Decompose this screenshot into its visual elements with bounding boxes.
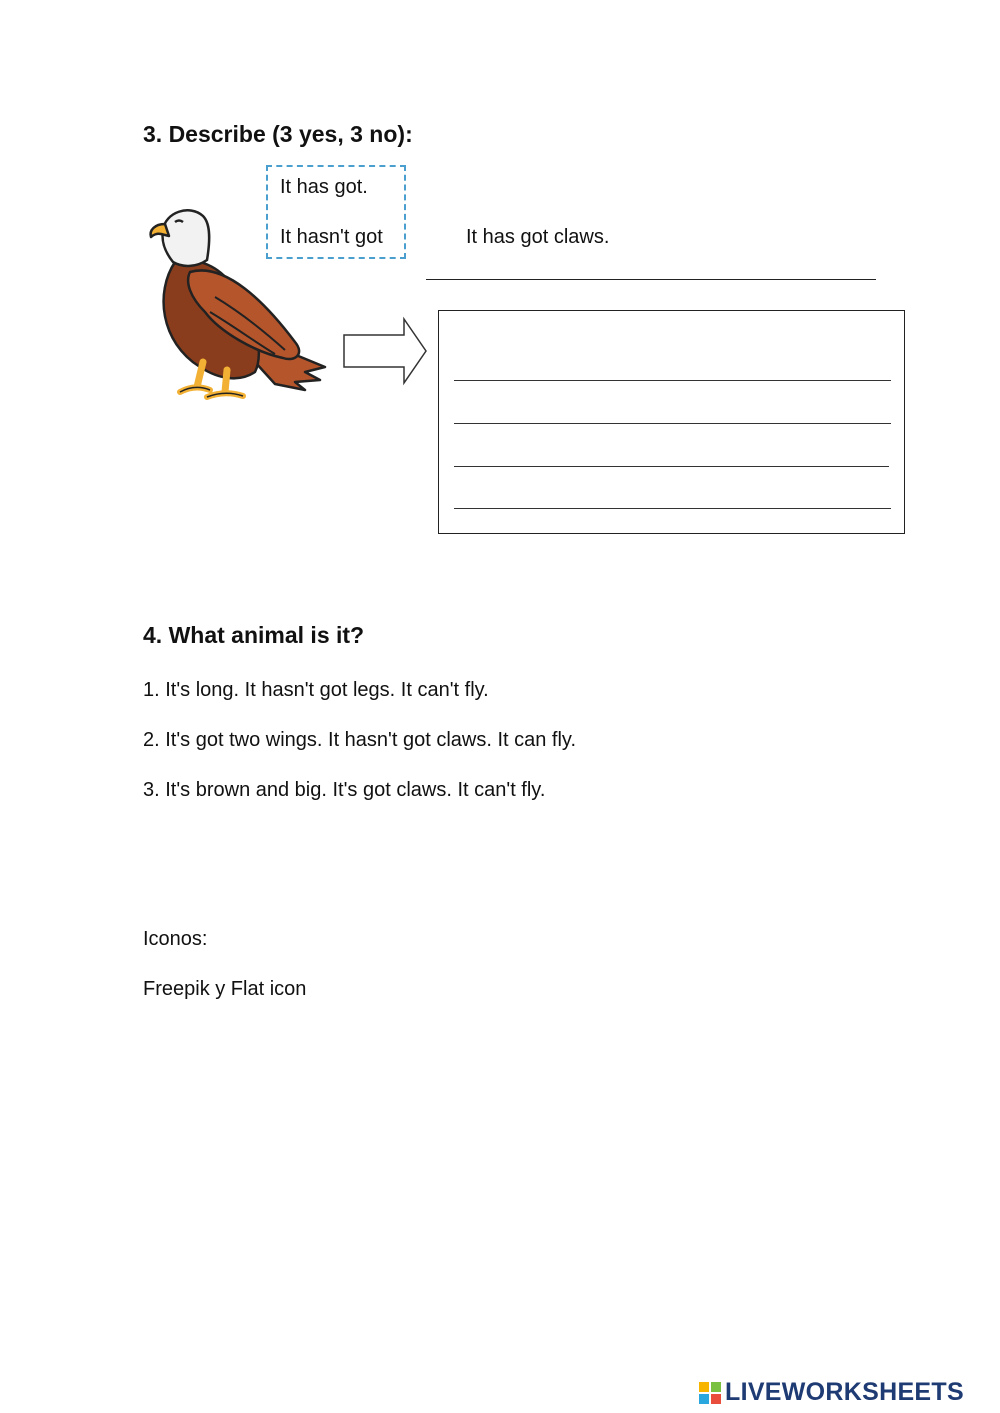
- hint-has-got: It has got.: [280, 176, 368, 198]
- arrow-right-icon: [342, 315, 430, 387]
- example-sentence: It has got claws.: [466, 226, 610, 248]
- clue-2: 2. It's got two wings. It hasn't got claws. It can fly.: [143, 729, 577, 751]
- answer-line-2[interactable]: [454, 423, 891, 424]
- answer-line-1[interactable]: [454, 380, 891, 381]
- hint-hasnt-got: It hasn't got: [280, 226, 383, 248]
- eagle-icon: [145, 202, 335, 412]
- liveworksheets-logo-text: LIVEWORKSHEETS: [725, 1378, 964, 1406]
- section-4-heading: 4. What animal is it?: [143, 622, 365, 648]
- credits-label: Iconos:: [143, 928, 208, 950]
- example-underline: [426, 279, 876, 280]
- clue-1: 1. It's long. It hasn't got legs. It can't fly.: [143, 679, 489, 701]
- answer-line-3[interactable]: [454, 466, 889, 467]
- answer-box: [438, 310, 905, 534]
- answer-line-4[interactable]: [454, 508, 891, 509]
- credits-text: Freepik y Flat icon: [143, 978, 307, 1000]
- liveworksheets-logo-icon: [698, 1381, 722, 1405]
- clue-3: 3. It's brown and big. It's got claws. It can't fly.: [143, 779, 546, 801]
- liveworksheets-logo: [698, 1378, 964, 1407]
- section-3-heading: 3. Describe (3 yes, 3 no):: [143, 121, 413, 147]
